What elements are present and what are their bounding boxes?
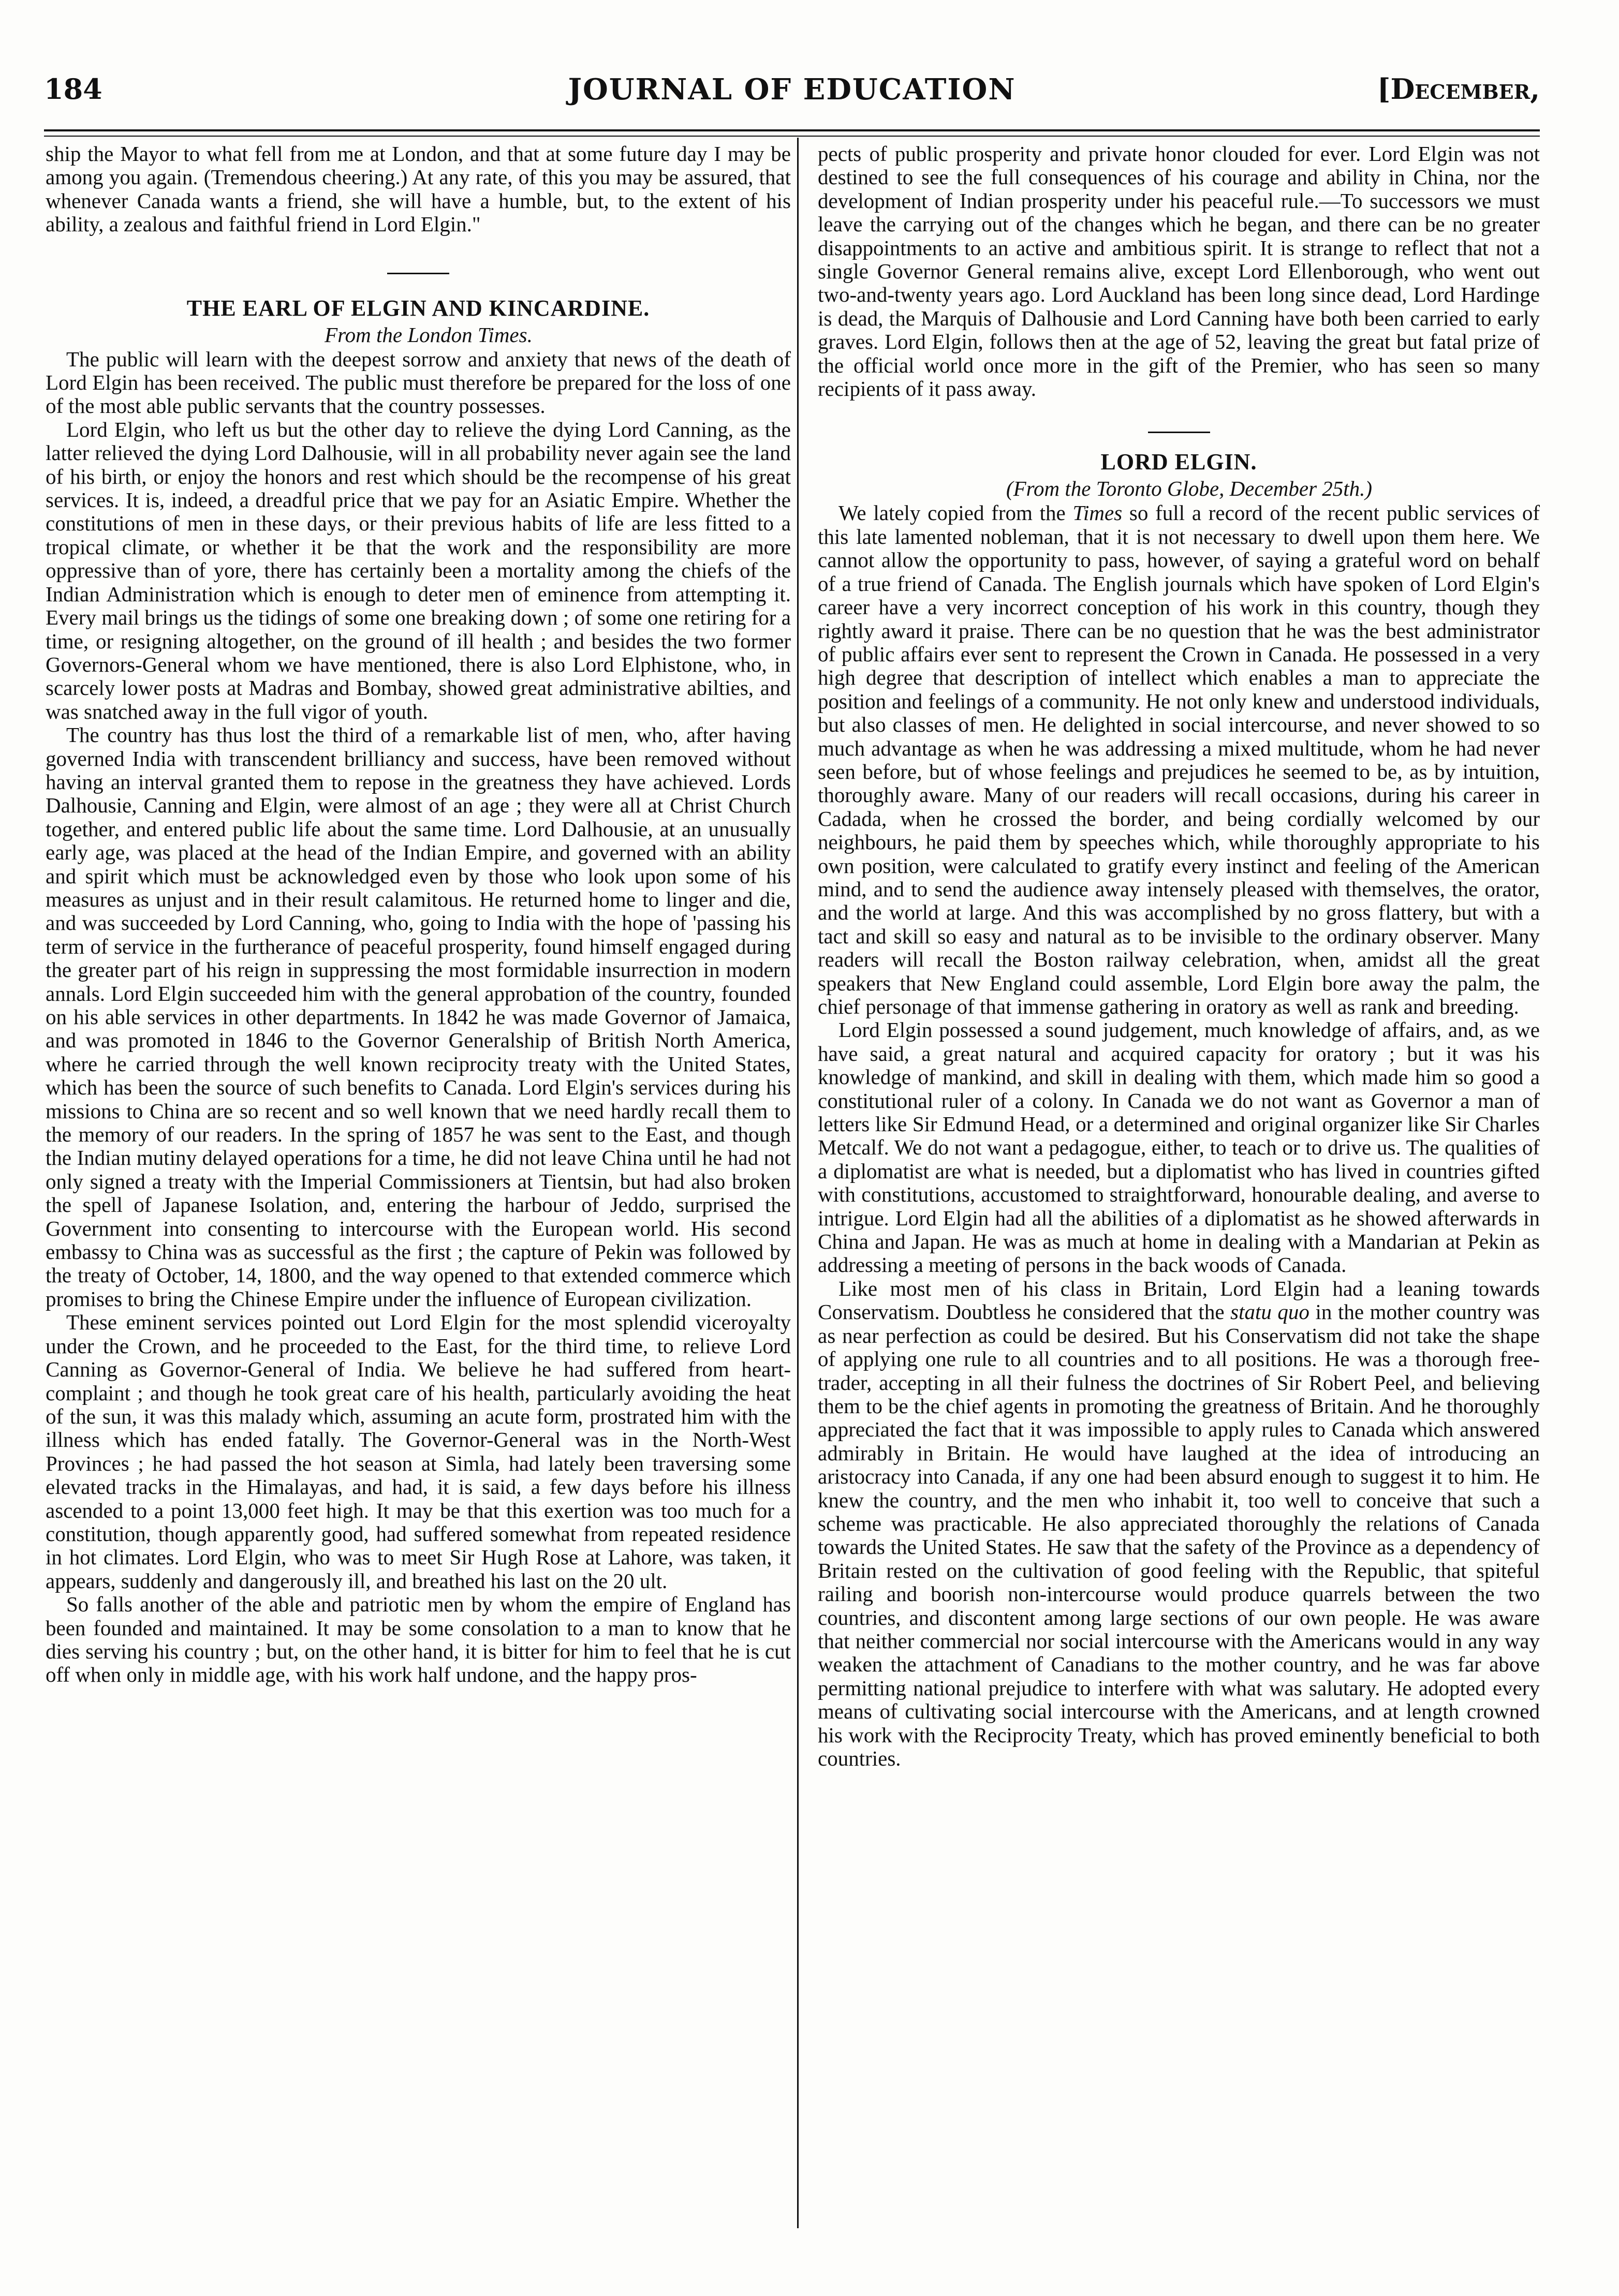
article-paragraph: So falls another of the able and patriotic men by whom the empire of England has been founded and maintained. It may be some consolation to a man to know that he dies serving his country ; but, on the other hand, it is bitter for him to feel that he is cut off when only in middle age, with his work half undone, and the happy pros-: [46, 1592, 791, 1687]
latin-phrase: statu quo: [1230, 1300, 1309, 1324]
article-title: LORD ELGIN.: [1100, 449, 1257, 475]
article-source: From the London Times.: [325, 322, 533, 347]
article-separator: [1148, 432, 1210, 433]
article-title: THE EARL OF ELGIN AND KINCARDINE.: [186, 295, 650, 321]
newspaper-name: Times: [1072, 501, 1123, 525]
paragraph-text: so full a record of the recent public services of this late lamented nobleman, that it is not necessary to dwell upon them here. We cannot allow the opportunity to pass, however, of saying a grateful word on behalf of a true friend of Canada. The English journals which have spoken of Lord Elgin's career have a very incorrect conception of his work in this country, though they rightly award it praise. There can be no question that he was the best administrator of public affairs ever sent to represent the Crown in Canada. He possessed in a very high degree that description of intellect which enables a man to appreciate the position and feelings of a community. He not only knew and understood individuals, but also classes of men. He delighted in social intercourse, and never showed to so much advantage as when he was addressing a mixed multitude, whom he had never seen before, but of whose feelings and prejudices he seemed to be, as by intuition, thoroughly aware. Many of our readers will recall occasions, during his career in Cadada, when he crossed the border, and being cordially welcomed by our neighbours, he paid them by speeches which, while thoroughly appropriate to his own position, were calculated to gratify every instinct and feeling of the American mind, and to send the audience away intensely pleased with themselves, the orator, and the world at large. And this was accomplished by no gross flattery, but with a tact and skill so easy and natural as to be invisible to the ordinary observer. Many readers will recall the Boston railway celebration, when, amidst all the great speakers that New England could assemble, Lord Elgin bore away the palm, the chief personage of that immense gathering in oratory as well as rank and breeding.: [818, 501, 1540, 1018]
header-rule: [44, 129, 1540, 131]
article-paragraph: [818, 501, 1540, 1018]
right-column: [818, 142, 1540, 1770]
article-paragraph: The public will learn with the deepest sorrow and anxiety that news of the death of Lord Elgin has been received. The public must therefore be prepared for the loss of one of the most able public servants that the country possesses.: [46, 347, 791, 418]
paragraph-text: in the mother country was as near perfection as could be desired. But his Conservatism did not take the shape of applying one rule to all countries and to all positions. He was a thorough free-trader, accepting in all their fulness the doctrines of Sir Robert Peel, and believing them to be the chief agents in promoting the greatness of Britain. And he thoroughly appreciated the fact that it was impossible to apply rules to Canada which answered admirably in Britain. He would have laughed at the idea of introducing an aristocracy into Canada, if any one had been absurd enough to suggest it to him. He knew the country, and the men who inhabit it, too well to conceive that such a scheme was practicable. He also appreciated thoroughly the relations of Canada towards the United States. He saw that the safety of the Province as a dependency of Britain rested on the cultivation of good feeling with the Republic, that spiteful railing and boorish non-intercourse would produce quarrels between the two countries, and discontent among large sections of our own people. He was aware that neither commercial nor social intercourse with the Americans would in any way weaken the attachment of Canadians to the mother country, and he was far above permitting national prejudice to interfere with what was salutary. He adopted every means of cultivating social intercourse with the Americans, and at length crowned his work with the Reciprocity Treaty, which has proved eminently beneficial to both countries.: [818, 1300, 1540, 1770]
article-paragraph: These eminent services pointed out Lord Elgin for the most splendid viceroyalty under the Crown, and he proceeded to the East, for the third time, to relieve Lord Canning as Governor-General of India. We believe he had suffered from heart-complaint ; and though he took great care of his health, particularly avoiding the heat of the sun, it was this malady which, assuming an acute form, prostrated him with the illness which has ended fatally. The Governor-General was in the North-West Provinces ; he had passed the hot season at Simla, had lately been traversing some elevated tracks in the Himalayas, and had, it is said, a few days before his illness ascended to a point 13,000 feet high. It may be that this exertion was too much for a constitution, though apparently good, had suffered somewhat from repeated residence in hot climates. Lord Elgin, who was to meet Sir Hugh Rose at Lahore, was taken, it appears, suddenly and dangerously ill, and breathed his last on the 20 ult.: [46, 1310, 791, 1593]
article-paragraph: The country has thus lost the third of a remarkable list of men, who, after having governed India with transcendent brilliancy and success, have been removed without having an interval granted them to repose in the greatness they have achieved. Lords Dalhousie, Canning and Elgin, were almost of an age ; they were all at Christ Church together, and entered public life about the same time. Lord Dalhousie, at an unusually early age, was placed at the head of the Indian Empire, and governed with an ability and spirit which must be acknowledged even by those who look upon some of his measures as unjust and in their result calamitous. He returned home to linger and die, and was succeeded by Lord Canning, who, going to India with the hope of 'passing his term of service in the furtherance of peaceful prosperity, found himself engaged during the greater part of his reign in suppressing the most formidable insurrection in modern annals. Lord Elgin succeeded him with the general approbation of the country, founded on his able services in other departments. In 1842 he was made Governor of Jamaica, and was promoted in 1846 to the Governor Generalship of British North America, where he carried through the well known reciprocity treaty with the United States, which has been the source of such benefits to Canada. Lord Elgin's services during his missions to China are so recent and so well known that we need hardly recall them to the memory of our readers. In the spring of 1857 he was sent to the East, and though the Indian mutiny delayed operations for a time, he did not leave China until he had not only signed a treaty with the Imperial Commissioners at Tientsin, but had also broken the spell of Japanese Isolation, and, entering the harbour of Jeddo, surprised the Government into consenting to intercourse with the European world. His second embassy to China was as successful as the first ; the capture of Pekin was followed by the treaty of October, 14, 1800, and the way opened to that extended commerce which promises to bring the Chinese Empire under the influence of European civilization.: [46, 723, 791, 1311]
running-title: JOURNAL OF EDUCATION: [568, 72, 1016, 107]
paragraph-text: We lately copied from the: [838, 501, 1073, 525]
page-month: [December,: [1377, 72, 1540, 106]
article-paragraph: [818, 1277, 1540, 1771]
header-rule-thin: [44, 136, 1540, 137]
article-paragraph: Lord Elgin, who left us but the other day to relieve the dying Lord Canning, as the latter relieved the dying Lord Dalhousie, will in all probability never again see the land of his birth, or enjoy the honors and rest which should be the recompense of his great services. It is, indeed, a dreadful price that we pay for an Asiatic Empire. Whether the constitutions of men in these days, or their previous habits of life are less fitted to a tropical climate, or whether it be that the work and the responsibility are more oppressive than of yore, there has certainly been a mortality among the chiefs of the Indian Administration which is enough to deter men of eminence from attempting it. Every mail brings us the tidings of some one breaking down ; of some one retiring for a time, or resigning altogether, on the ground of ill health ; and besides the two former Governors-General whom we have mentioned, there is also Lord Elphistone, who, in scarcely lower posts at Madras and Bombay, showed great administrative abilties, and was snatched away in the full vigor of youth.: [46, 417, 791, 723]
article-source: (From the Toronto Globe, December 25th.): [1006, 477, 1373, 501]
left-column: [46, 142, 791, 1687]
carryover-paragraph: ship the Mayor to what fell from me at London, and that at some future day I may be among you again. (Tremendous cheering.) At any rate, of this you may be assured, that whenever Canada wants a friend, she will have a humble, but, to the extent of his ability, a zealous and faithful friend in Lord Elgin.": [46, 142, 791, 236]
paragraph-text: Like most men of his class in Britain, Lord Elgin had a leaning towards Conservatism. Doubtless he considered that the: [818, 1276, 1540, 1324]
column-divider: [797, 138, 799, 2228]
page-number: 184: [44, 72, 102, 106]
article-separator: [387, 273, 449, 274]
carryover-paragraph: pects of public prosperity and private honor clouded for ever. Lord Elgin was not destined to see the full consequences of his courage and ability in China, nor the development of Indian prosperity under his peaceful rule.—To successors we must leave the carrying out of the changes which he began, and there can be no greater disappointments to an active and ambitious spirit. It is strange to reflect that not a single Governor General remains alive, except Lord Ellenborough, who went out two-and-twenty years ago. Lord Auckland has been long since dead, Lord Hardinge is dead, the Marquis of Dalhousie and Lord Canning have both been carried to early graves. Lord Elgin, follows then at the age of 52, leaving the great but fatal prize of the official world once more in the gift of the Premier, who has seen so many recipients of it pass away.: [818, 142, 1540, 401]
article-paragraph: Lord Elgin possessed a sound judgement, much knowledge of affairs, and, as we have said, a great natural and acquired capacity for oratory ; but it was his knowledge of mankind, and skill in dealing with them, which made him so good a constitutional ruler of a colony. In Canada we do not want as Governor a man of letters like Sir Edmund Head, or a determined and original organizer like Sir Charles Metcalf. We do not want a pedagogue, either, to teach or to drive us. The qualities of a diplomatist are what is needed, but a diplomatist who has lived in countries gifted with constitutions, accustomed to straightforward, honourable dealing, and averse to intrigue. Lord Elgin had all the abilities of a diplomatist as he showed afterwards in China and Japan. He was as much at home in dealing with a Mandarian at Pekin as addressing a meeting of persons in the back woods of Canada.: [818, 1018, 1540, 1277]
page-header: [44, 72, 1540, 119]
